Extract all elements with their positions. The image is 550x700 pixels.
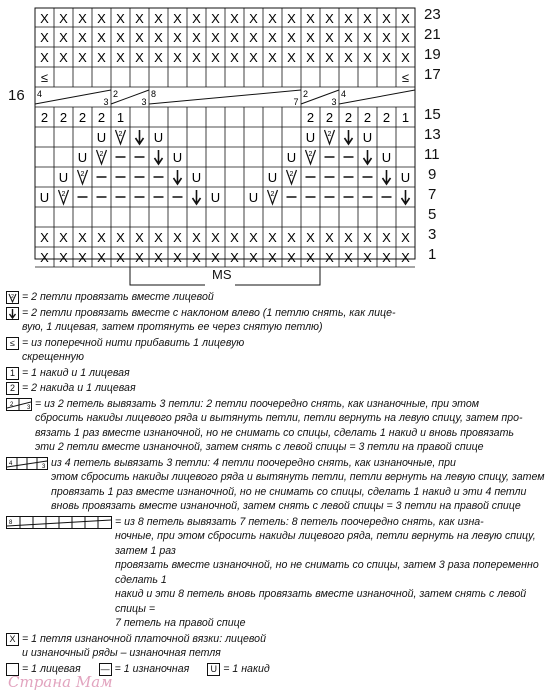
four-three-cable-icon	[6, 457, 48, 470]
x-stitch-icon: X	[40, 11, 49, 26]
x-stitch-icon: X	[192, 250, 201, 265]
x-stitch-icon: X	[154, 30, 163, 45]
legend-two-three-text: = из 2 петель вывязать 3 петли: 2 петли поочередно снять, как изнаночные, при этом сбросить накиды лицевого ряда и вытянуть петли, петли вернуть на левую спицу, затем про- вязать 1 раз вместе изнаночной, но не снимать со спицы, сделать 1 накид и вновь провязать эти 2 петли вместе изнаночной, затем снять с левой спицы = 3 петли на правой спице	[35, 397, 523, 453]
x-stitch-icon: X	[363, 230, 372, 245]
stitch-number: 2	[59, 110, 68, 125]
x-stitch-icon: X	[40, 230, 49, 245]
v2-number: 2	[80, 171, 85, 178]
stitch-number: 1	[116, 110, 125, 125]
x-stitch-icon: X	[325, 30, 334, 45]
x-stitch-icon: X	[325, 250, 334, 265]
x-stitch-icon: X	[97, 230, 106, 245]
legend	[6, 290, 546, 676]
svg-text:3: 3	[42, 463, 46, 469]
x-stitch-icon: X	[116, 230, 125, 245]
x-stitch-icon: X	[6, 633, 19, 646]
v2-number: 2	[308, 151, 313, 158]
legend-u-text: = 1 накид	[223, 662, 270, 675]
x-stitch-icon: X	[78, 250, 87, 265]
arrow-down-icon	[193, 190, 201, 204]
legend-u	[207, 662, 269, 677]
x-stitch-icon: X	[173, 250, 182, 265]
x-stitch-icon: X	[382, 11, 391, 26]
stitch-number: 2	[344, 110, 353, 125]
x-stitch-icon: X	[363, 50, 372, 65]
x-stitch-icon: X	[211, 11, 220, 26]
v2-number: 2	[270, 191, 275, 198]
x-stitch-icon: X	[249, 50, 258, 65]
x-stitch-icon: X	[401, 50, 410, 65]
row-label-11: 11	[424, 146, 440, 163]
x-stitch-icon: X	[382, 50, 391, 65]
x-stitch-icon: X	[135, 11, 144, 26]
x-stitch-icon: X	[135, 30, 144, 45]
x-stitch-icon: X	[363, 11, 372, 26]
stitch-number: 2	[40, 110, 49, 125]
cable-label: 2	[303, 89, 309, 99]
yarn-over-icon: U	[267, 170, 278, 185]
yarn-over-icon: U	[286, 150, 297, 165]
row-label-9: 9	[428, 166, 437, 183]
x-stitch-icon: X	[78, 30, 87, 45]
stitch-number: 1	[401, 110, 410, 125]
x-stitch-icon: X	[401, 30, 410, 45]
v2-number: 2	[99, 151, 104, 158]
x-stitch-icon: X	[59, 250, 68, 265]
cable-sub-label: 7	[293, 97, 299, 107]
two-yo-icon: 2	[6, 382, 19, 395]
x-stitch-icon: X	[97, 30, 106, 45]
knitting-chart	[0, 0, 550, 290]
yarn-over-icon: U	[96, 130, 107, 145]
legend-four-three-text: из 4 петель вывязать 3 петли: 4 петли поочередно снять, как изнаночные, при этом сбросить накиды лицевого ряда и вытянуть петли, петли вернуть на левую спицу, затем провязать 1 раз вместе изнаночной, но не снимать со спицы, сделать 1 накид и эти 4 петли вновь провязать вместе изнаночной, затем снять с левой спицы = 3 петли на правой спице	[51, 456, 545, 512]
row-label-7: 7	[428, 186, 437, 203]
x-stitch-icon: X	[363, 250, 372, 265]
row-label-5: 5	[428, 206, 437, 223]
x-stitch-icon: X	[192, 230, 201, 245]
row-label-23: 23	[424, 6, 441, 23]
legend-le	[6, 336, 546, 365]
ms-label: MS	[212, 267, 232, 282]
svg-text:8: 8	[9, 519, 13, 526]
arrow-down-icon	[136, 130, 144, 144]
x-stitch-icon: X	[154, 230, 163, 245]
cable-label: 2	[113, 89, 119, 99]
cable-slant	[35, 90, 111, 104]
x-stitch-icon: X	[78, 50, 87, 65]
x-stitch-icon: X	[116, 11, 125, 26]
x-stitch-icon: X	[382, 250, 391, 265]
yarn-over-icon: U	[381, 150, 392, 165]
cable-slant	[149, 90, 301, 104]
yarn-over-icon: U	[400, 170, 411, 185]
arrow-down-icon	[364, 150, 372, 164]
x-stitch-icon: X	[78, 11, 87, 26]
x-stitch-icon: X	[97, 11, 106, 26]
x-stitch-icon: X	[249, 11, 258, 26]
yarn-over-icon: U	[305, 130, 316, 145]
arrow-down-icon	[6, 307, 19, 320]
x-stitch-icon: X	[211, 250, 220, 265]
stitch-number: 2	[325, 110, 334, 125]
yarn-over-icon: U	[172, 150, 183, 165]
x-stitch-icon: X	[344, 230, 353, 245]
x-stitch-icon: X	[306, 30, 315, 45]
x-stitch-icon: X	[401, 250, 410, 265]
x-stitch-icon: X	[306, 50, 315, 65]
x-stitch-icon: X	[97, 250, 106, 265]
legend-eight-seven-text: = из 8 петель вывязать 7 петель: 8 петель поочередно снять, как изна- ночные, при этом сбросить накиды лицевого ряда, петли вернуть на левую спицу, затем 1 раз провязать вместе изнаночной, но не снимать со спицы, затем 3 раза попеременно сделать 1 накид и эти 8 петель вновь провязать вместе изнаночной, затем снять с левой спицы = 7 петель на правой спице	[115, 515, 539, 629]
increase-icon: ≤	[40, 70, 49, 85]
x-stitch-icon: X	[344, 11, 353, 26]
x-stitch-icon: X	[135, 50, 144, 65]
x-stitch-icon: X	[211, 30, 220, 45]
x-stitch-icon: X	[287, 250, 296, 265]
legend-two-text: = 2 накида и 1 лицевая	[22, 382, 136, 394]
x-stitch-icon: X	[287, 230, 296, 245]
cable-label: 8	[151, 89, 157, 99]
row-label-1: 1	[428, 246, 437, 263]
x-stitch-icon: X	[192, 30, 201, 45]
cable-slant	[339, 90, 415, 104]
increase-icon: ≤	[6, 337, 19, 350]
x-stitch-icon: X	[40, 50, 49, 65]
cable-label: 4	[341, 89, 347, 99]
legend-arrow	[6, 306, 546, 335]
x-stitch-icon: X	[268, 230, 277, 245]
x-stitch-icon: X	[40, 30, 49, 45]
x-stitch-icon: X	[230, 11, 239, 26]
x-stitch-icon: X	[40, 250, 49, 265]
x-stitch-icon: X	[268, 50, 277, 65]
cable-sub-label: 3	[103, 97, 109, 107]
x-stitch-icon: X	[306, 230, 315, 245]
stitch-number: 2	[306, 110, 315, 125]
x-stitch-icon: X	[192, 50, 201, 65]
x-stitch-icon: X	[306, 250, 315, 265]
v2-number: 2	[61, 191, 66, 198]
svg-text:2: 2	[11, 294, 14, 300]
x-stitch-icon: X	[116, 250, 125, 265]
x-stitch-icon: X	[230, 250, 239, 265]
yarn-over-icon: U	[362, 130, 373, 145]
x-stitch-icon: X	[268, 11, 277, 26]
yarn-over-icon: U	[58, 170, 69, 185]
v2-number: 2	[289, 171, 294, 178]
x-stitch-icon: X	[192, 11, 201, 26]
legend-x-text: = 1 петля изнаночной платочной вязки: лицевой и изнаночный ряды – изнаночная петля	[22, 632, 266, 659]
x-stitch-icon: X	[135, 250, 144, 265]
x-stitch-icon: X	[249, 230, 258, 245]
row-label-15: 15	[424, 106, 441, 123]
watermark: Страна Мам	[8, 673, 113, 691]
legend-two-three	[6, 397, 546, 455]
x-stitch-icon: X	[154, 50, 163, 65]
x-stitch-icon: X	[173, 50, 182, 65]
increase-icon: ≤	[401, 70, 410, 85]
x-stitch-icon: X	[173, 230, 182, 245]
one-yo-icon: 1	[6, 367, 19, 380]
arrow-down-icon	[383, 170, 391, 184]
x-stitch-icon: X	[401, 11, 410, 26]
x-stitch-icon: X	[287, 50, 296, 65]
legend-one	[6, 366, 546, 381]
legend-arrow-text: = 2 петли провязать вместе с наклоном влево (1 петлю снять, как лице- вую, 1 лицевая, затем протянуть ее через снятую петлю)	[22, 306, 396, 333]
legend-empty-text: = 1 лицевая	[22, 662, 81, 675]
two-three-cable-icon	[6, 398, 32, 411]
arrow-down-icon	[155, 150, 163, 164]
cable-label: 4	[37, 89, 43, 99]
v2-icon	[6, 291, 19, 304]
legend-x	[6, 632, 546, 661]
legend-le-text: = из поперечной нити прибавить 1 лицевую скрещенную	[22, 336, 245, 363]
row-label-19: 19	[424, 46, 441, 63]
x-stitch-icon: X	[97, 50, 106, 65]
arrow-down-icon	[345, 130, 353, 144]
row-label-13: 13	[424, 126, 441, 143]
row-label-16: 16	[8, 87, 25, 104]
x-stitch-icon: X	[287, 11, 296, 26]
x-stitch-icon: X	[325, 11, 334, 26]
cable-sub-label: 3	[331, 97, 337, 107]
x-stitch-icon: X	[59, 50, 68, 65]
x-stitch-icon: X	[230, 30, 239, 45]
arrow-down-icon	[174, 170, 182, 184]
x-stitch-icon: X	[230, 230, 239, 245]
x-stitch-icon: X	[325, 50, 334, 65]
x-stitch-icon: X	[344, 30, 353, 45]
v2-number: 2	[327, 131, 332, 138]
x-stitch-icon: X	[306, 11, 315, 26]
x-stitch-icon: X	[116, 50, 125, 65]
x-stitch-icon: X	[59, 11, 68, 26]
cable-sub-label: 3	[141, 97, 147, 107]
x-stitch-icon: X	[59, 230, 68, 245]
x-stitch-icon: X	[401, 230, 410, 245]
yarn-over-icon: U	[248, 190, 259, 205]
x-stitch-icon: X	[211, 50, 220, 65]
svg-text:2: 2	[10, 401, 14, 408]
yarn-over-icon: U	[207, 663, 220, 676]
legend-one-text: = 1 накид и 1 лицевая	[22, 366, 130, 379]
x-stitch-icon: X	[230, 50, 239, 65]
x-stitch-icon: X	[78, 230, 87, 245]
x-stitch-icon: X	[268, 250, 277, 265]
x-stitch-icon: X	[173, 11, 182, 26]
svg-text:4: 4	[9, 460, 13, 467]
x-stitch-icon: X	[154, 250, 163, 265]
row-label-3: 3	[428, 226, 437, 243]
legend-dash-text: = 1 изнаночная	[114, 662, 190, 675]
x-stitch-icon: X	[268, 30, 277, 45]
x-stitch-icon: X	[287, 30, 296, 45]
legend-two	[6, 381, 546, 396]
x-stitch-icon: X	[363, 30, 372, 45]
legend-v2-text: = 2 петли провязать вместе лицевой	[22, 291, 214, 303]
x-stitch-icon: X	[344, 250, 353, 265]
row-label-21: 21	[424, 26, 441, 43]
row-label-17: 17	[424, 66, 441, 83]
arrow-down-icon	[402, 190, 410, 204]
x-stitch-icon: X	[154, 11, 163, 26]
eight-seven-cable-icon	[6, 516, 112, 529]
x-stitch-icon: X	[382, 230, 391, 245]
v2-number: 2	[118, 131, 123, 138]
stitch-number: 2	[363, 110, 372, 125]
legend-eight-seven	[6, 515, 546, 631]
x-stitch-icon: X	[249, 30, 258, 45]
yarn-over-icon: U	[39, 190, 50, 205]
x-stitch-icon: X	[249, 250, 258, 265]
yarn-over-icon: U	[77, 150, 88, 165]
yarn-over-icon: U	[210, 190, 221, 205]
x-stitch-icon: X	[59, 30, 68, 45]
stitch-number: 2	[382, 110, 391, 125]
x-stitch-icon: X	[344, 50, 353, 65]
x-stitch-icon: X	[211, 230, 220, 245]
purl-stitch-icon: —	[100, 663, 110, 674]
x-stitch-icon: X	[325, 230, 334, 245]
x-stitch-icon: X	[135, 230, 144, 245]
legend-v2	[6, 290, 546, 305]
stitch-number: 2	[97, 110, 106, 125]
legend-four-three	[6, 456, 546, 514]
yarn-over-icon: U	[153, 130, 164, 145]
svg-text:3: 3	[27, 404, 31, 410]
x-stitch-icon: X	[382, 30, 391, 45]
yarn-over-icon: U	[191, 170, 202, 185]
x-stitch-icon: X	[173, 30, 182, 45]
x-stitch-icon: X	[116, 30, 125, 45]
stitch-number: 2	[78, 110, 87, 125]
